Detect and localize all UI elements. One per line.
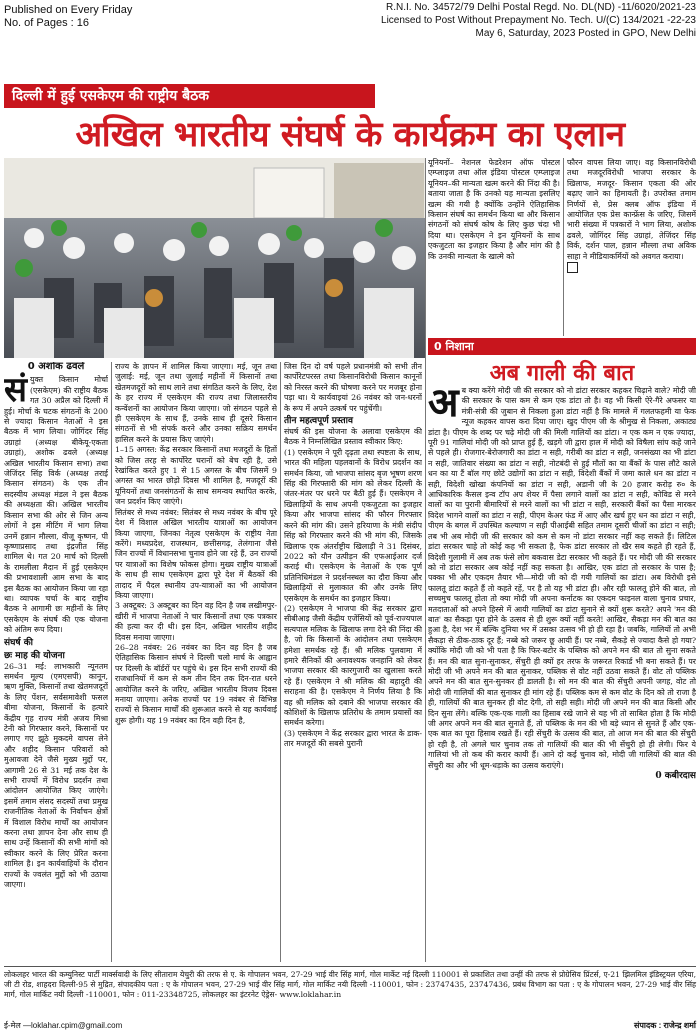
column-divider [111,362,112,962]
email-address: ई-मेल —loklahar.cpim@gmail.com [4,1021,123,1030]
column-divider [563,158,564,336]
masthead-left [4,4,132,30]
subheading: संघर्ष की [4,637,33,648]
column-text: ब क्या करेंगे मोदी जी की सरकार को नो डांटा सरकार कहकर चिढ़ाने वाले? मोदी जी की सरकार के पास कम से कम एक डांटा तो है। वह भी किसी ऐरे-गैरे अफसर या मंत्री-संत्री की जुबान से निकला हुआ डांटा नहीं है कि मामले में गलतफहमी या फेक न्यूज कहकर वापस करा दिया जाए। खुद पीएम जी के श्रीमुख से निकला, अकाट्य डांटा है। पीएम के शब्द पर चढ़े मोदी जी की मिली गालियों का डांटा। न एक कम न एक ज्यादा, पूरी 91 गालियां मोदी जी को प्राप्त हुई हैं, खड़गे जी द्वारा हाल में मोदी को विषैला सांप कहे जाने से पहले ही। रोजगार-बेरोजगारी का डांटा न सही, गरीबी का डांटा न सही, जनसंख्या का भी डांटा न सही, जातिवार संख्या का डांटा न सही, नोटबंदी से हुई मौतों का या बैंकों के पास लौटे काले धन का या टैं बॉल गए छोटे उद्योगों का डांटा न सही, विदेशी बैंकों में जमा काले धन का डांटा न सही, विदेशी खोखा कंपनियों का डांटा न सही, अडानी जी के 20 हजार करोड़ रु० के आधिकारिक कैसल इन्व टॉप अप शेयर में पैसा लगाने वालों का डांटा न सही, कोविड से मरने वालों का या पुरानी बीमारियों से मरने वालों का भी डांटा न सही, सरकारी बैंकों का पैसा मारकर विदेश भागने वालों का डांटा न सही, पीएम केअर फंड में आए और खर्च हुए धन का डांटा न सही, पीएम के बगल में उपस्थित कल्याण न सही पीआईबी सहित तमाम दूसरी चीजों का डांटा न सही; तब भी अब मोदी जी की सरकार को कम से कम नो डांटा सरकार नहीं कह सकते हैं। लिटिल डांटा सरकार चाहे तो कोई कह भी सकता है, फेक डांटा सरकार तो खैर सब कहते ही रहते हैं, विदेशी गुलामी में अब तक फंसे लोग बकवास डेटा सरकार भी कहते हैं। पर मोदी जी की सरकार को नो डांटा सरकार अब कोई नहीं कह सकता है। आखिर, एक डांटा तो सरकार के पास है; पक्का भी और एकदम तैयार भी—मोदी जी को दी गयी गालियों का डांटा। अब विरोधी इसे फालतू डांटा कहते हैं तो कहते रहें, पर है तो यह भी डांटा ही। और रही फालतू होने की बात, तो सच्चमुच फालतू होता तो क्या मोदी जी अपना कर्नाटक का एकदम फाइनल वाला चुनाव प्रचार, मतदाताओं को अपने हिस्से में आयी गालियों का डांटा सुनाने से क्यों शुरू करते? अपने 'मन की बात' का सैकड़ा पूरा होने के उत्सव से ही शुरू क्यों नहीं करते! आखिर, सैकड़ा मन की बात का हुआ है, देश भर में बल्कि दुनिया भर में उसका उत्सव भी हो ही रहा है। जबकि, गालियों तो अभी सैकड़ा से ठीक-ठाक दूर हैं; नब्बे को जरूर छू आयी हैं। पर नब्बे, सैकड़े से ज्यादा कैसे हो गया? क्योंकि मोदी जी को भी पता है कि फिर-बटोर के पब्लिक को अपने मन की बात तो सुना सकते हैं। मन की बात सुना-सुनाकर, सेंचुरी ही क्यों हर तरफ के जरूरत रिकार्ड भी बना सकते हैं। पर मोदी जी भी अपने मन की बात सुनाकर, पब्लिक से वोट नहीं उठवा सकते हैं। वोट तो पब्लिक अपने मन की बात सुन-सुनकर ही डालती है। सो मन की बात की सेंचुरी अपनी जगह, वोट तो मोदी जी गालियों की बात सुनाकर ही मांग रहे हैं। पब्लिक कम से कम वोट के दिन को तो राजा है ही, गालियों की बात सुनकर ही वोट देगी, तो सही सही। मोदी जी अपने मन की बात किसी और दिन सुना लेंगे। बल्कि एक-एक गाली का हिसाब रखे जाने से यह भी तो साबित होता है कि मोदी जी अगर अपने मन की बात सुनाते हैं, तो पब्लिक के मन की भी बड़े ध्यान से सुनते हैं और एक-एक बात का पूरा हिसाब रखते हैं। रही सेंचुरी के उत्सव की बात, तो आज मन की बात की सेंचुरी हो रही है, तो अगले चार चुनाव तक तो गालियों की बात की भी सेंचुरी हो ही लेगी। फिर ये गालियां भी तो कब की करार कायी हैं। आने दो कई चुनाव को, मोदी जी गालियों की बात की सेंचुरी का और भी धूम-धड़ाके का उत्सव कराएंगे। [428,386,696,770]
article-text: संघर्ष की इस योजना के अलावा एसकेएम की बैठक ने निम्नलिखित प्रस्ताव स्वीकार किए: [284,427,422,447]
date-line: May 6, Saturday, 2023 Posted in GPO, New Delhi [475,28,696,39]
article-text: (2) एसकेएम ने भाजपा की केंद्र सरकार द्वारा सीबीआइ जैसी केंद्रीय एजेंसियों को पूर्व-राज्यपाल सत्यपाल मलिक के खिलाफ लगा देने की निंदा की है, जो कि किसानों के आंदोलन तथा एसकेएम हमेशा समर्थक रहे हैं। श्री मलिक पुलवामा में हमारे सैनिकों की अनावश्यक जनहानि को लेकर भाजपा सरकार की कारगुजारी का खुलासा करते रहे हैं। एसकेएम ने श्री मलिक की बहादुरी की सराहना की है। एसकेएम ने निर्णय लिया है कि वह श्री मलिक को दबाने की भाजपा सरकार की कोशिशों के खिलाफ प्रतिरोध के तमाम प्रयासों का समर्थन करेगा। [284,603,422,728]
drop-cap: सं [4,370,27,411]
article-column-5 [567,158,696,334]
article-text: राज्य के ज्ञापन में शामिल किया जाएगा। मई, जून तथा जुलाई: मई, जून तथा जुलाई महीनों में किसानों तथा खेतमजदूरों को साथ लाने तथा संगठित करने के लिए, देश के हर राज्य में एसकेएम की राज्य तथा जिलास्तरीय कन्वेंशनों का आयोजन किया जाएगा। जो संगठन पहले से ही एसकेएम के साथ हैं, उनके साथ ही दूसरे किसान संगठनों से भी संपर्क करने और उनका सक्रिय समर्थन हासिल करने के प्रयास किए जाएंगे। [115,362,277,444]
article-column-4 [428,158,560,334]
article-text: सितंबर से मध्य नवंबर: सितंबर से मध्य नवंबर के बीच पूरे देश में विशाल अखिल भारतीय यात्राओं का आयोजन किया जाएगा, जिनका नेतृत्व एसकेएम के राष्ट्रीय नेता करेंगे। मध्यप्रदेश, राजस्थान, छत्तीसगढ़, तेलंगाना जैसे जिन राज्यों में विधानसभा चुनाव होने जा रहे हैं, उन राज्यों पर यात्राओं का विशेष फोकस होगा। मुख्य राष्ट्रीय यात्राओं के साथ ही साथ एसकेएम द्वारा पूरे देश में बैठकों की तादाद में पैदल स्थानीय उप-यात्राओं का भी आयोजन किया जाएगा। [115,507,277,600]
article-column-1 [4,362,108,960]
kicker-banner: दिल्ली में हुई एसकेएम की राष्ट्रीय बैठक [4,84,375,108]
satire-column [428,386,696,960]
meeting-photo-image [4,158,425,358]
article-text: (3) एसकेएम ने केंद्र सरकार द्वारा भारत के डाक-तार मजदूरों की सबसे पुरानी [284,728,422,749]
column-label: 0 निशाना [428,338,696,355]
column-title: अब गाली की बात [489,361,635,386]
article-column-3 [284,362,422,960]
article-text: फौरन वापस लिया जाए। वह किसानविरोधी तथा मजदूरविरोधी भाजपा सरकार के खिलाफ, मजदूर- किसान एकता की ओर बढ़ाए जाने का हिमायती है। उपरोक्त तमाम निर्णयों से, प्रेस क्लब ऑफ इंडिया में आयोजित एक प्रेस कान्फ्रेंस के जरिए, जिसमें भारी संख्या में पत्रकारों ने भाग लिया, अशोक ढवले, जोगिंदर सिंह उग्राहां, तेजिंदर सिंह विर्क, दर्शन पाल, हन्नान मौल्ला तथा अविक साहा ने मीडियाकर्मियों को अवगत कराया। [567,158,696,261]
meeting-photo [4,158,425,358]
license-line: Licensed to Post Without Prepayment No. Tech. U/(C) 134/2021 -22-23 [381,15,696,26]
article-text: जिस दिन दो वर्ष पहले प्रधानमंत्री को सभी तीन कार्पोरेटपरस्त तथा किसानविरोधी किसान कानूनों को निरस्त करने की घोषणा करने पर मजबूर होना पड़ा था। ये कार्यवाइयां 26 नवंबर को जन-धरनों के रूप में अपने उत्कर्ष पर पहुंचेंगी। [284,362,422,413]
registration-line: R.N.I. No. 34572/79 Delhi Postal Regd. No. DL(ND) -11/6020/2021-23 [386,2,696,13]
article-text: 26–31 मई: लाभकारी न्यूनतम समर्थन मूल्य (एमएसपी) कानून, ऋण मुक्ति, किसानों तथा खेतमजदूरों के लिए पेंशन, सर्वसमावेशी फसल बीमा योजना, किसानों के हत्यारे केंद्रीय गृह राज्य मंत्री अजय मिश्रा टेनी को गिरफ्तार करने, किसानों पर लगाए गए झूठे मुकदमे वापस लेने और शहीद किसान परिवारों को मुआवजा देने जैसे मुख्य मुद्दों पर, आगामी 26 से 31 मई तक देश के सभी राज्यों में विरोध प्रदर्शन तथा आंदोलन आयोजित किए जाएंगे। इसमें तमाम संसद सदस्यों तथा प्रमुख राजनीतिक नेताओं के निर्वाचन क्षेत्रों में विशाल विरोध मार्चों का आयोजन करना तथा ज्ञापन देना और साथ ही साथ उन्हें किसानों की सभी मांगों को स्वीकार करने के लिए प्रेरित करना शामिल है। इन कार्यवाहियों के दौरान राज्यों के ज्वलंत मुद्दों को भी उठाया जाएगा। [4,661,108,890]
article-text: 1–15 अगस्त: केंद्र सरकार किसानों तथा मजदूरों के हितों को जिस तरह से कार्पोरेट घरानों को बेच रही है, उसे रेखांकित करते हुए 1 से 15 अगस्त के बीच जिसमें 9 अगस्त का भारत छोड़ो दिवस भी शामिल है, मजदूरों की यूनियनों तथा जनसंगठनों के साथ समन्वय स्थापित करके, जन प्रदर्शन किए जाएंगे। [115,445,277,507]
page-count: No. of Pages : 16 [4,17,89,29]
end-mark-icon [567,262,578,273]
main-headline: अखिल भारतीय संघर्ष के कार्यक्रम का एलान [75,115,625,155]
publication-frequency: Published on Every Friday [4,4,133,16]
subheading: तीन महत्वपूर्ण प्रस्ताव [284,416,353,427]
article-text: 3 अक्टूबर: 3 अक्टूबर का दिन वह दिन है जब लखीमपुर-खीरी में भाजपा नेताओं ने चार किसानों तथा एक पत्रकार की हत्या कर दी थी। इस दिन, अखिल भारतीय शहीद दिवस मनाया जाएगा। [115,601,277,642]
footer-contact [4,1020,696,1031]
column-divider [425,158,426,962]
article-text: युक्त किसान मोर्चा (एसकेएम) की राष्ट्रीय बैठक गत 30 अप्रैल को दिल्ली में हुई। मोर्चा के घटक संगठनों के 200 से ज्यादा किसान नेताओं ने इस बैठक में भाग लिया। जोगिंदर सिंह उग्राहां (अध्यक्ष बीकेयू-एकता उग्राहां), अशोक ढवले (अध्यक्ष अखिल भारतीय किसान सभा) तथा जेजिंदर सिंह विर्क (अध्यक्ष तराई किसान संगठन) के एक तीन सदस्यीय अध्यक्ष मंडल ने इस बैठक की अध्यक्षता की। अखिल भारतीय किसान सभा की ओर से जिन अन्य लोगों ने इस मीटिंग में भाग लिया उनमें हन्नान मौल्ला, वीजू कृष्णन, पी कृष्णाप्रसाद तथा इंद्रजीत सिंह शामिल थे। गत 20 मार्च को दिल्ली के रामलीला मैदान में हुई एसकेएम की प्रभावशाली आम सभा के बाद इस बैठक का आयोजन किया जा रहा था। व्यापक चर्चा के बाद राष्ट्रीय बैठक ने आगामी छः महीनों के लिए एसकेएम के संघर्ष की एक योजना को अंतिम रूप दिया। [4,375,108,635]
article-text: यूनियनों– नेशनल फेडरेशन ऑफ पोस्टल एम्प्लाइज तथा ऑल इंडिया पोस्टल एम्प्लाइज यूनियन–की मान्यता खत्म करने की निंदा की है। बताया जाता है कि उनको यह मान्यता इसलिए खत्म की गयी है क्योंकि उन्होंने ऐतिहासिक किसान संघर्ष का समर्थन किया था और किसान संगठनों को संघर्ष कोष के लिए कुछ चंदा भी दिया था। एसकेएम ने इन यूनियनों के साथ एकजुटता का इजहार किया है और मांग की है कि उनकी मान्यता के खात्मे को [428,158,560,261]
editor-credit: संपादक : राजेन्द्र शर्मा [633,1021,696,1030]
masthead-right [381,1,696,40]
article-text: (1) एसकेएम ने पूरी दृढ़ता तथा स्पष्टता के साथ, भारत की महिला पहलवानों के विरोध प्रदर्शन का समर्थन किया, जो भाजपा सांसद बृज भूषण शरण सिंह की गिरफ्तारी की मांग को लेकर दिल्ली के जंतर-मंतर पर धरने पर बैठी हुई हैं। एसकेएम ने खिलाड़ियों के साथ अपनी एकजुटता का इजहार किया और भाजपा सांसद की फौरन गिरफ्तार करने की मांग की। उसने हरियाणा के मंत्री संदीप सिंह को गिरफ्तार करने की भी मांग की, जिसके खिलाफ एक अंतर्राष्ट्रीय खिलाड़ी ने 31 दिसंबर, 2022 को यौन उत्पीड़न की एफआईआर दर्ज कराई थी। एसकेएम के नेताओं के एक पूर्ण प्रतिनिधिमंडल ने प्रदर्शनस्थल का दौरा किया और खिलाड़ियों से मुलाकात की और उनके लिए एसकेएम के समर्थन का इजहार किया। [284,447,422,603]
author-byline: 0 अशोक ढवले [27,362,85,372]
column-divider [280,362,281,962]
imprint-footer: लोकलहर भारत की कम्युनिस्ट पार्टी मार्क्सवादी के लिए सीताराम येचुरी की तरफ से ए. के गोपालन भवन, 27-29 भाई वीर सिंह मार्ग, गोल मार्केट नई दिल्ली 110001 से प्रकाशित तथा उन्हीं की तरफ से प्रोग्रेसिव प्रिंटर्स, ए-21 झिलमिल इंडिस्ट्रयल एरिया, जी टी रोड, शाहदरा दिल्ली-95 से मुद्रित, संपादकीय पता : ए के गोपालन भवन, 27-29 भाई वीर सिंह मार्ग, गोल मार्किट नयी दिल्ली -110001, फोन : 23747435, 23747436, प्रबंध विभाग का पता : ए के गोपालन भवन, 27-29 भाई वीर सिंह मार्ग, गोल मार्किट नयी दिल्ली -110001, फोन : 011-23348725, लोकलहर का इंटरनेट ऐड्रेस- www.loklahar.in [4,966,696,1000]
subheading: छः माह की योजना [4,650,65,661]
drop-cap: अ [428,386,459,426]
article-column-2 [115,362,277,960]
article-text: 26–28 नवंबर: 26 नवंबर का दिन वह दिन है जब ऐतिहासिक किसान संघर्ष ने दिल्ली चलो मार्च के आह्वान पर दिल्ली के बॉर्डरों पर पहुंचे थे। इस दिन सभी राज्यों की राजधानियों में कम से कम तीन दिन तक दिन-रात धरने आयोजित करने के जरिए, अखिल भारतीय विजय दिवस मनाया जाएगा। अनेक राज्यों पर 19 नवंबर से विभिन्न राज्यों से किसान मार्चों की शुरूआत करने से यह कार्यवाई शुरू होगी। यह 19 नवंबर का दिन वही दिन है, [115,642,277,725]
column-byline: 0 कबीरदास [655,771,696,782]
